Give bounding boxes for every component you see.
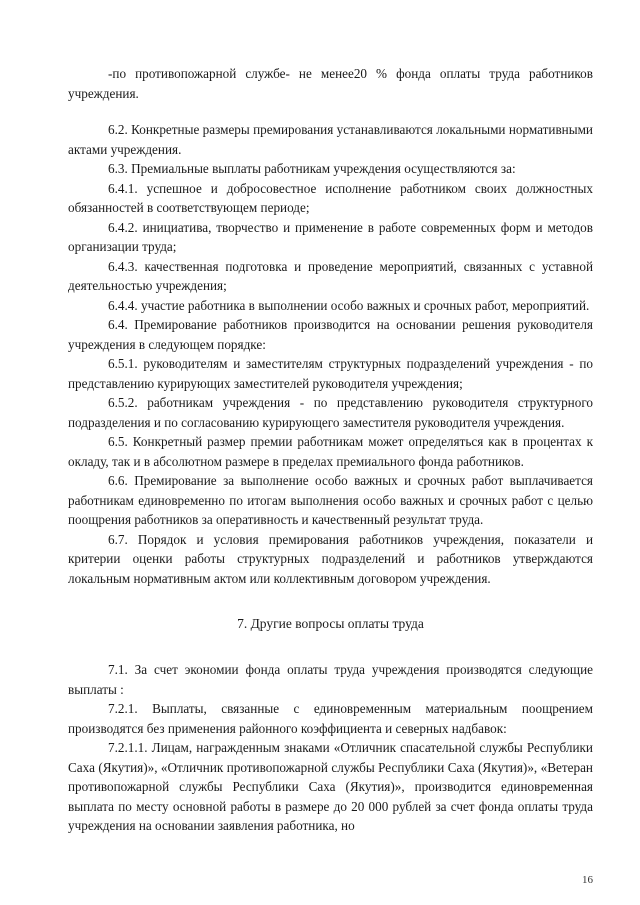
paragraph-6-2: 6.2. Конкретные размеры премирования устанавливаются локальными нормативными актами учреждения.	[68, 122, 593, 157]
paragraph-6-6: 6.6. Премирование за выполнение особо важных и срочных работ выплачивается работникам единовременно по итогам выполнения особо важных и срочных работ с целью поощрения работников за оперативность и качественный результат труда.	[68, 473, 593, 527]
paragraph-6-4: 6.4. Премирование работников производится на основании решения руководителя учреждения в следующем порядке:	[68, 317, 593, 352]
paragraph-7-2-1: 7.2.1. Выплаты, связанные с единовременным материальным поощрением производятся без применения районного коэффициента и северных надбавок:	[68, 701, 593, 736]
section-heading: 7. Другие вопросы оплаты труда	[237, 616, 424, 631]
paragraph-6-4-3: 6.4.3. качественная подготовка и проведение мероприятий, связанных с уставной деятельностью учреждения;	[68, 258, 593, 293]
paragraph-6-4-1: 6.4.1. успешное и добросовестное исполнение работником своих должностных обязанностей в соответствующем периоде;	[68, 180, 593, 215]
paragraph-6-5: 6.5. Конкретный размер премии работникам может определяться как в процентах к окладу, так и в абсолютном размере в пределах премиального фонда работников.	[68, 434, 593, 469]
paragraph-6-4-4: 6.4.4. участие работника в выполнении особо важных и срочных работ, мероприятий.	[108, 297, 590, 313]
paragraph-6-7: 6.7. Порядок и условия премирования работников учреждения, показатели и критерии оценки работы структурных подразделений и работников утверждаются локальным нормативным актом или коллективным договором учреждения.	[68, 531, 593, 586]
paragraph-6-3: 6.3. Премиальные выплаты работникам учреждения осуществляются за:	[108, 161, 516, 176]
paragraph-7-2-1-1: 7.2.1.1. Лицам, награжденным знаками «Отличник спасательной службы Республики Саха (Якутия)», «Отличник противопожарной службы Республики Саха (Якутия)», «Ветеран противопожарной службы Республики Саха (Якутия)», производится единовременная выплата по месту основной работы в размере до 20 000 рублей за счет фонда оплаты труда учреждения на основании заявления работника, но	[68, 740, 593, 833]
paragraph-fire-service-bonus: -по противопожарной службе- не менее20 % фонда оплаты труда работников учреждения.	[68, 66, 593, 101]
document-body	[68, 64, 593, 836]
paragraph-6-4-2: 6.4.2. инициатива, творчество и применение в работе современных форм и методов организации труда;	[68, 219, 593, 254]
paragraph-7-1: 7.1. За счет экономии фонда оплаты труда учреждения производятся следующие выплаты :	[68, 662, 593, 697]
paragraph-6-5-2: 6.5.2. работникам учреждения - по представлению руководителя структурного подразделения и по согласованию курирующего заместителя руководителя учреждения.	[68, 395, 593, 430]
page-number: 16	[582, 874, 593, 886]
paragraph-6-5-1: 6.5.1. руководителям и заместителям структурных подразделений учреждения - по представлению курирующих заместителей руководителя учреждения;	[68, 356, 593, 391]
